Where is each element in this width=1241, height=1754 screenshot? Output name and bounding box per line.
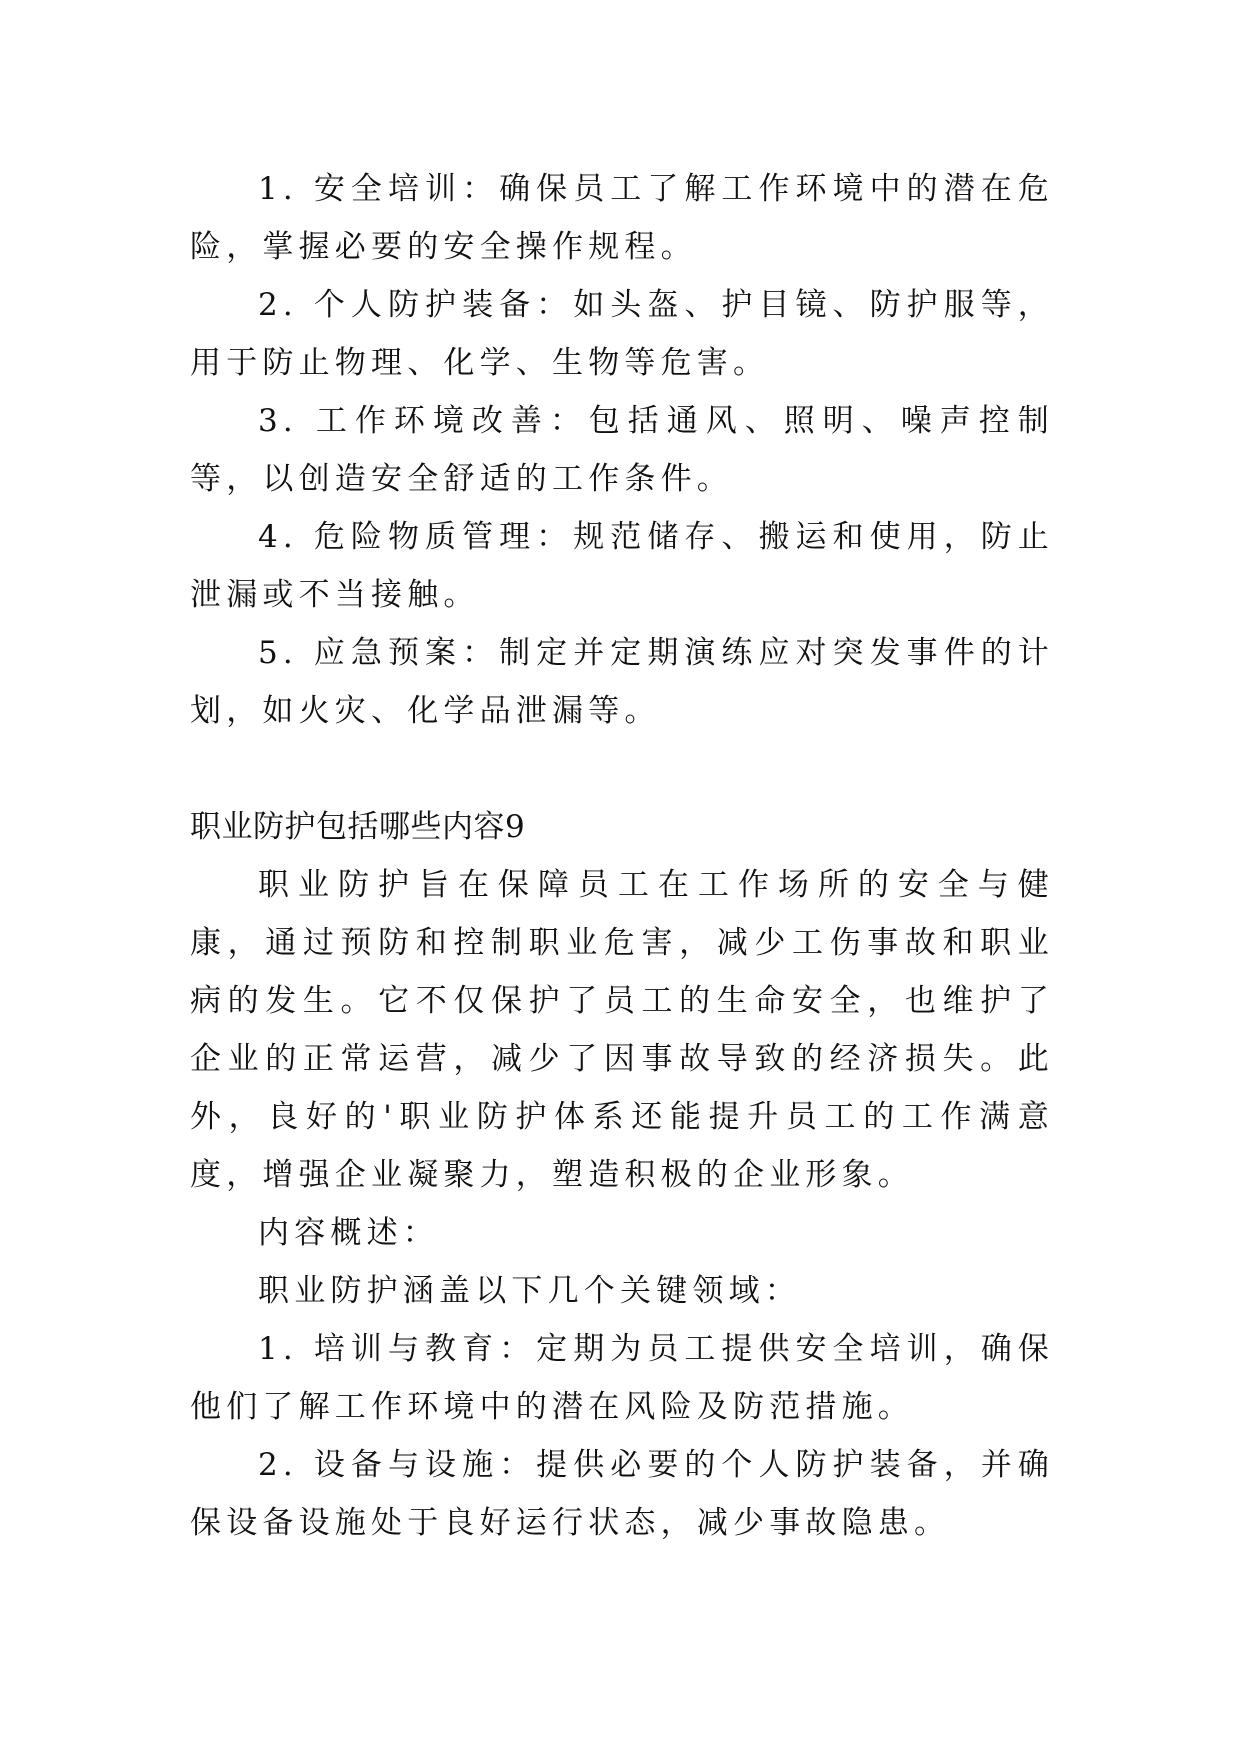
section-spacer (190, 740, 1054, 798)
intro-paragraph: 职业防护旨在保障员工在工作场所的安全与健康，通过预防和控制职业危害，减少工伤事故和职业病的发生。它不仅保护了员工的生命安全，也维护了企业的正常运营，减少了因事故导致的经济损失。此外，良好的'职业防护体系还能提升员工的工作满意度，增强企业凝聚力，塑造积极的企业形象。 (190, 867, 1054, 1193)
list-item: 1. 安全培训：确保员工了解工作环境中的潜在危险，掌握必要的安全操作规程。 (190, 171, 1054, 265)
list-item: 2. 个人防护装备：如头盔、护目镜、防护服等，用于防止物理、化学、生物等危害。 (190, 287, 1054, 381)
section-heading: 职业防护包括哪些内容9 (190, 809, 526, 845)
list-item: 5. 应急预案：制定并定期演练应对突发事件的计划，如火灾、化学品泄漏等。 (190, 635, 1054, 729)
document-body (190, 160, 1054, 1552)
list-item: 1. 培训与教育：定期为员工提供安全培训，确保他们了解工作环境中的潜在风险及防范措施。 (190, 1331, 1054, 1425)
list-item: 2. 设备与设施：提供必要的个人防护装备，并确保设备设施处于良好运行状态，减少事故隐患。 (190, 1447, 1054, 1541)
overview-label: 内容概述： (258, 1215, 439, 1251)
overview-lead: 职业防护涵盖以下几个关键领域： (258, 1273, 801, 1309)
list-item: 4. 危险物质管理：规范储存、搬运和使用，防止泄漏或不当接触。 (190, 519, 1054, 613)
list-item: 3. 工作环境改善：包括通风、照明、噪声控制等，以创造安全舒适的工作条件。 (190, 403, 1054, 497)
